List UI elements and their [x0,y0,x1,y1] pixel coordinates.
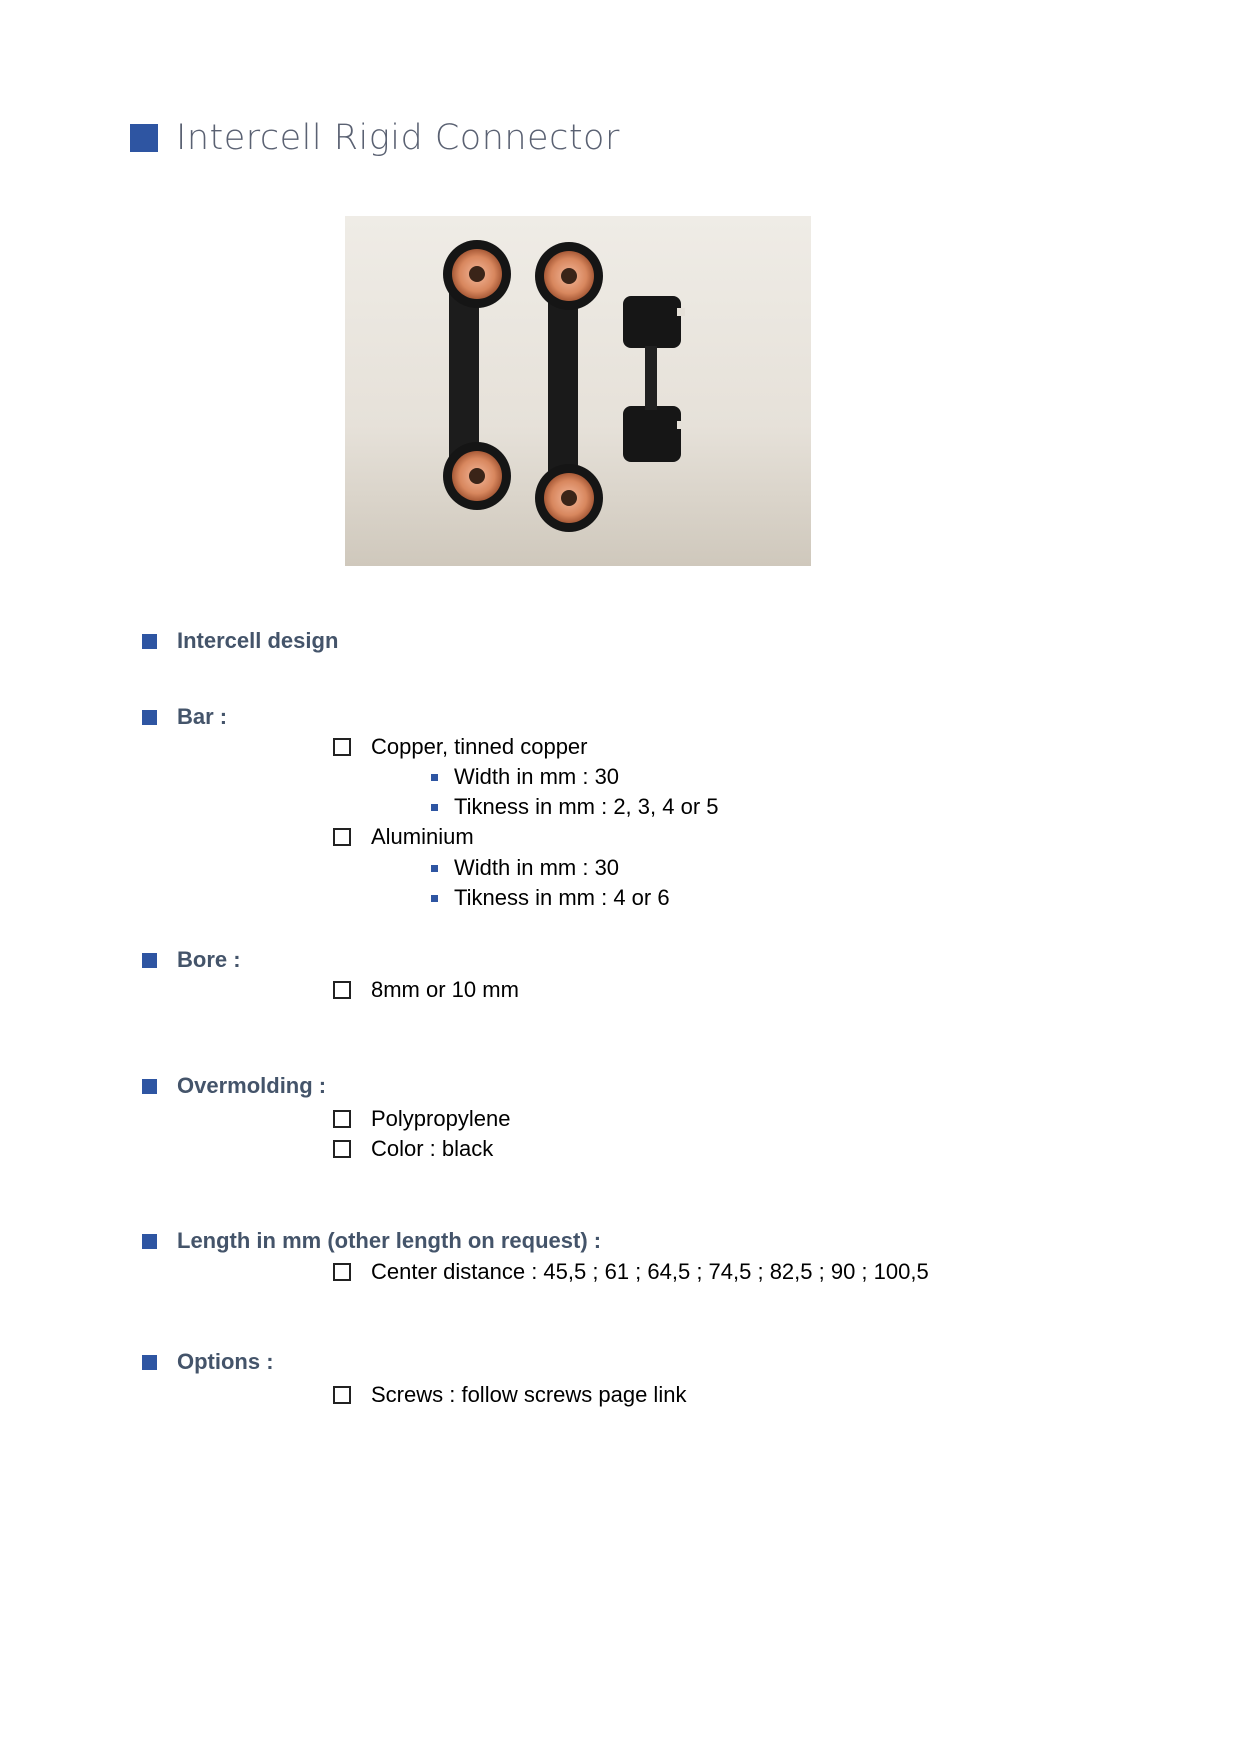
list-item [333,1259,929,1285]
square-bullet-icon [431,895,438,902]
sub-item [431,764,619,790]
heading-bar [142,704,227,730]
heading-intercell-design [142,628,338,654]
page-title: Intercell Rigid Connector [176,118,620,158]
list-item [333,734,588,760]
title-block [130,118,620,158]
heading-bullet-icon [142,1355,157,1370]
sub-item-label: Tikness in mm : 4 or 6 [454,885,670,910]
item-label: Screws : follow screws page link [371,1382,687,1407]
heading-length [142,1228,601,1254]
heading-bullet-icon [142,634,157,649]
item-label: Color : black [371,1136,494,1161]
square-bullet-icon [431,865,438,872]
sub-item-label: Width in mm : 30 [454,764,620,789]
list-item [333,1382,686,1408]
heading-bullet-icon [142,710,157,725]
item-label: Polypropylene [371,1106,511,1131]
heading-label: Bar : [177,704,228,729]
sub-item [431,885,670,911]
heading-overmolding [142,1073,326,1099]
list-item [333,1106,510,1132]
title-square-icon [130,124,158,152]
heading-label: Options : [177,1349,274,1374]
checkbox-bullet-icon [333,738,351,756]
heading-label: Bore : [177,947,241,972]
checkbox-bullet-icon [333,828,351,846]
checkbox-bullet-icon [333,1386,351,1404]
checkbox-bullet-icon [333,1140,351,1158]
connector-photo [345,216,811,566]
item-label: 8mm or 10 mm [371,977,519,1002]
item-label: Center distance : 45,5 ; 61 ; 64,5 ; 74,5 ; 82,5 ; 90 ; 100,5 [371,1259,929,1284]
heading-bullet-icon [142,1234,157,1249]
heading-label: Overmolding : [177,1073,327,1098]
heading-options [142,1349,274,1375]
list-item [333,824,474,850]
sub-item-label: Width in mm : 30 [454,855,620,880]
heading-bullet-icon [142,953,157,968]
sub-item [431,855,619,881]
heading-label: Intercell design [177,628,339,653]
square-bullet-icon [431,804,438,811]
heading-label: Length in mm (other length on request) : [177,1228,602,1253]
square-bullet-icon [431,774,438,781]
heading-bore [142,947,241,973]
sub-item-label: Tikness in mm : 2, 3, 4 or 5 [454,794,719,819]
heading-bullet-icon [142,1079,157,1094]
checkbox-bullet-icon [333,981,351,999]
list-item [333,977,519,1003]
item-label: Copper, tinned copper [371,734,588,759]
sub-item [431,794,719,820]
item-label: Aluminium [371,824,474,849]
checkbox-bullet-icon [333,1263,351,1281]
checkbox-bullet-icon [333,1110,351,1128]
list-item [333,1136,493,1162]
